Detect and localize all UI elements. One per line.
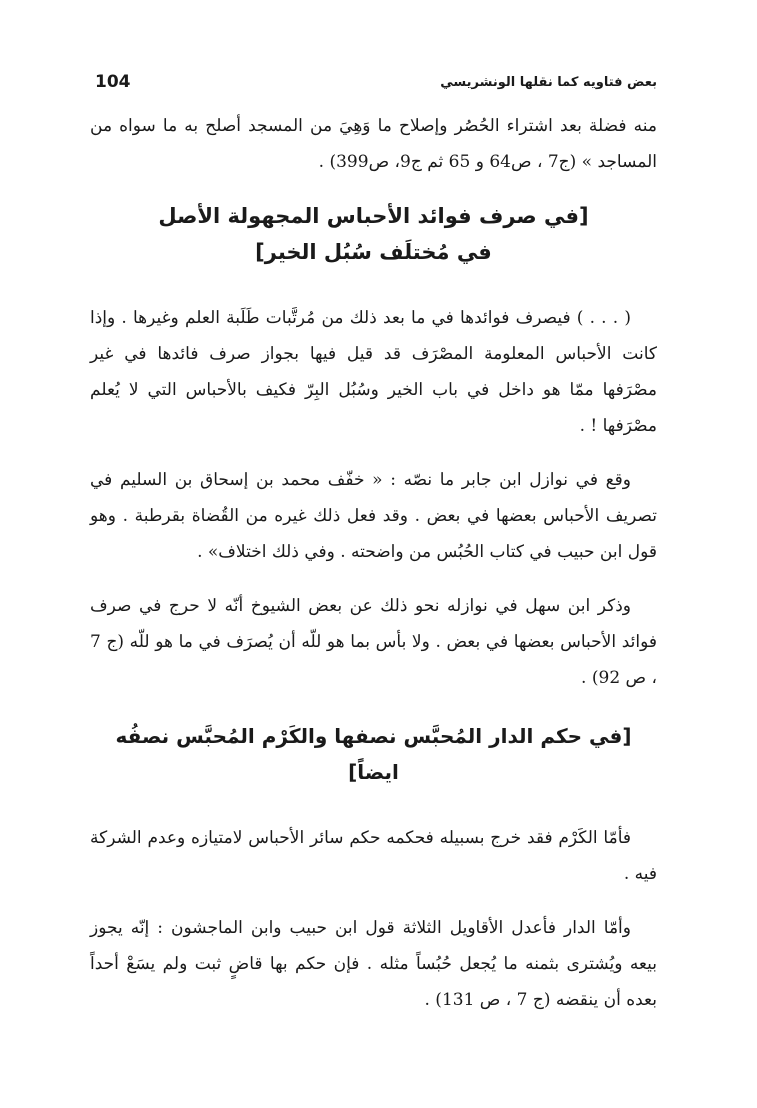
paragraph: وقع في نوازل ابن جابر ما نصّه : « خفّف محمد بن إسحاق بن السليم في تصريف الأحباس بعضها في بعض . وقد فعل ذلك غيره من القُضاة بقرطبة . وهو قول ابن حبيب في كتاب الحُبُس من واضحته . وفي ذلك اختلاف» . xyxy=(90,470,657,562)
page-body xyxy=(90,108,657,1036)
section-heading-1-line-2: في مُختلَف سُبُل الخير] xyxy=(255,240,492,264)
paragraph: وأمّا الدار فأعدل الأقاويل الثلاثة قول ابن حبيب وابن الماجشون : إنّه يجوز بيعه ويُشترى بثمنه ما يُجعل حُبُساً مثله . فإن حكم بها قاضٍ ثبت ولم يسَعْ أحداً بعده أن ينقضه (ج 7 ، ص 131) . xyxy=(90,918,657,1010)
running-header xyxy=(95,68,657,96)
section-heading-1-line-1: [في صرف فوائد الأحباس المجهولة الأصل xyxy=(158,204,589,228)
paragraph: ( . . . ) فيصرف فوائدها في ما بعد ذلك من مُرتَّبات طَلَبة العلم وغيرها . وإذا كانت الأحباس المعلومة المصْرَف قد قيل فيها بجواز صرف فائدها في غير مصْرَفها ممّا هو داخل في باب الخير وسُبُل البِرّ فكيف بالأحباس التي لا يُعلم مصْرَفها ! . xyxy=(90,308,657,436)
opening-paragraph: منه فضلة بعد اشتراء الحُصُر وإصلاح ما وَهِيَ من المسجد أصلح به ما سواه من المساجد » (ج7 ، ص64 و 65 ثم ج9، ص399) . xyxy=(90,116,657,172)
section-heading-1 xyxy=(90,198,657,270)
page-number: 104 xyxy=(95,72,131,92)
running-header-title: بعض فتاويه كما نقلها الونشريسي xyxy=(440,74,657,90)
paragraph: فأمّا الكَرْم فقد خرج بسبيله فحكمه حكم سائر الأحباس لامتيازه وعدم الشركة فيه . xyxy=(90,828,657,884)
section-heading-2: [في حكم الدار المُحبَّس نصفها والكَرْم المُحبَّس نصفُه ايضاً] xyxy=(115,724,632,784)
paragraph: وذكر ابن سهل في نوازله نحو ذلك عن بعض الشيوخ أنّه لا حرج في صرف فوائد الأحباس بعضها في بعض . ولا بأس بما هو للّه أن يُصرَف في ما هو للّه (ج 7 ، ص 92) . xyxy=(90,596,657,688)
